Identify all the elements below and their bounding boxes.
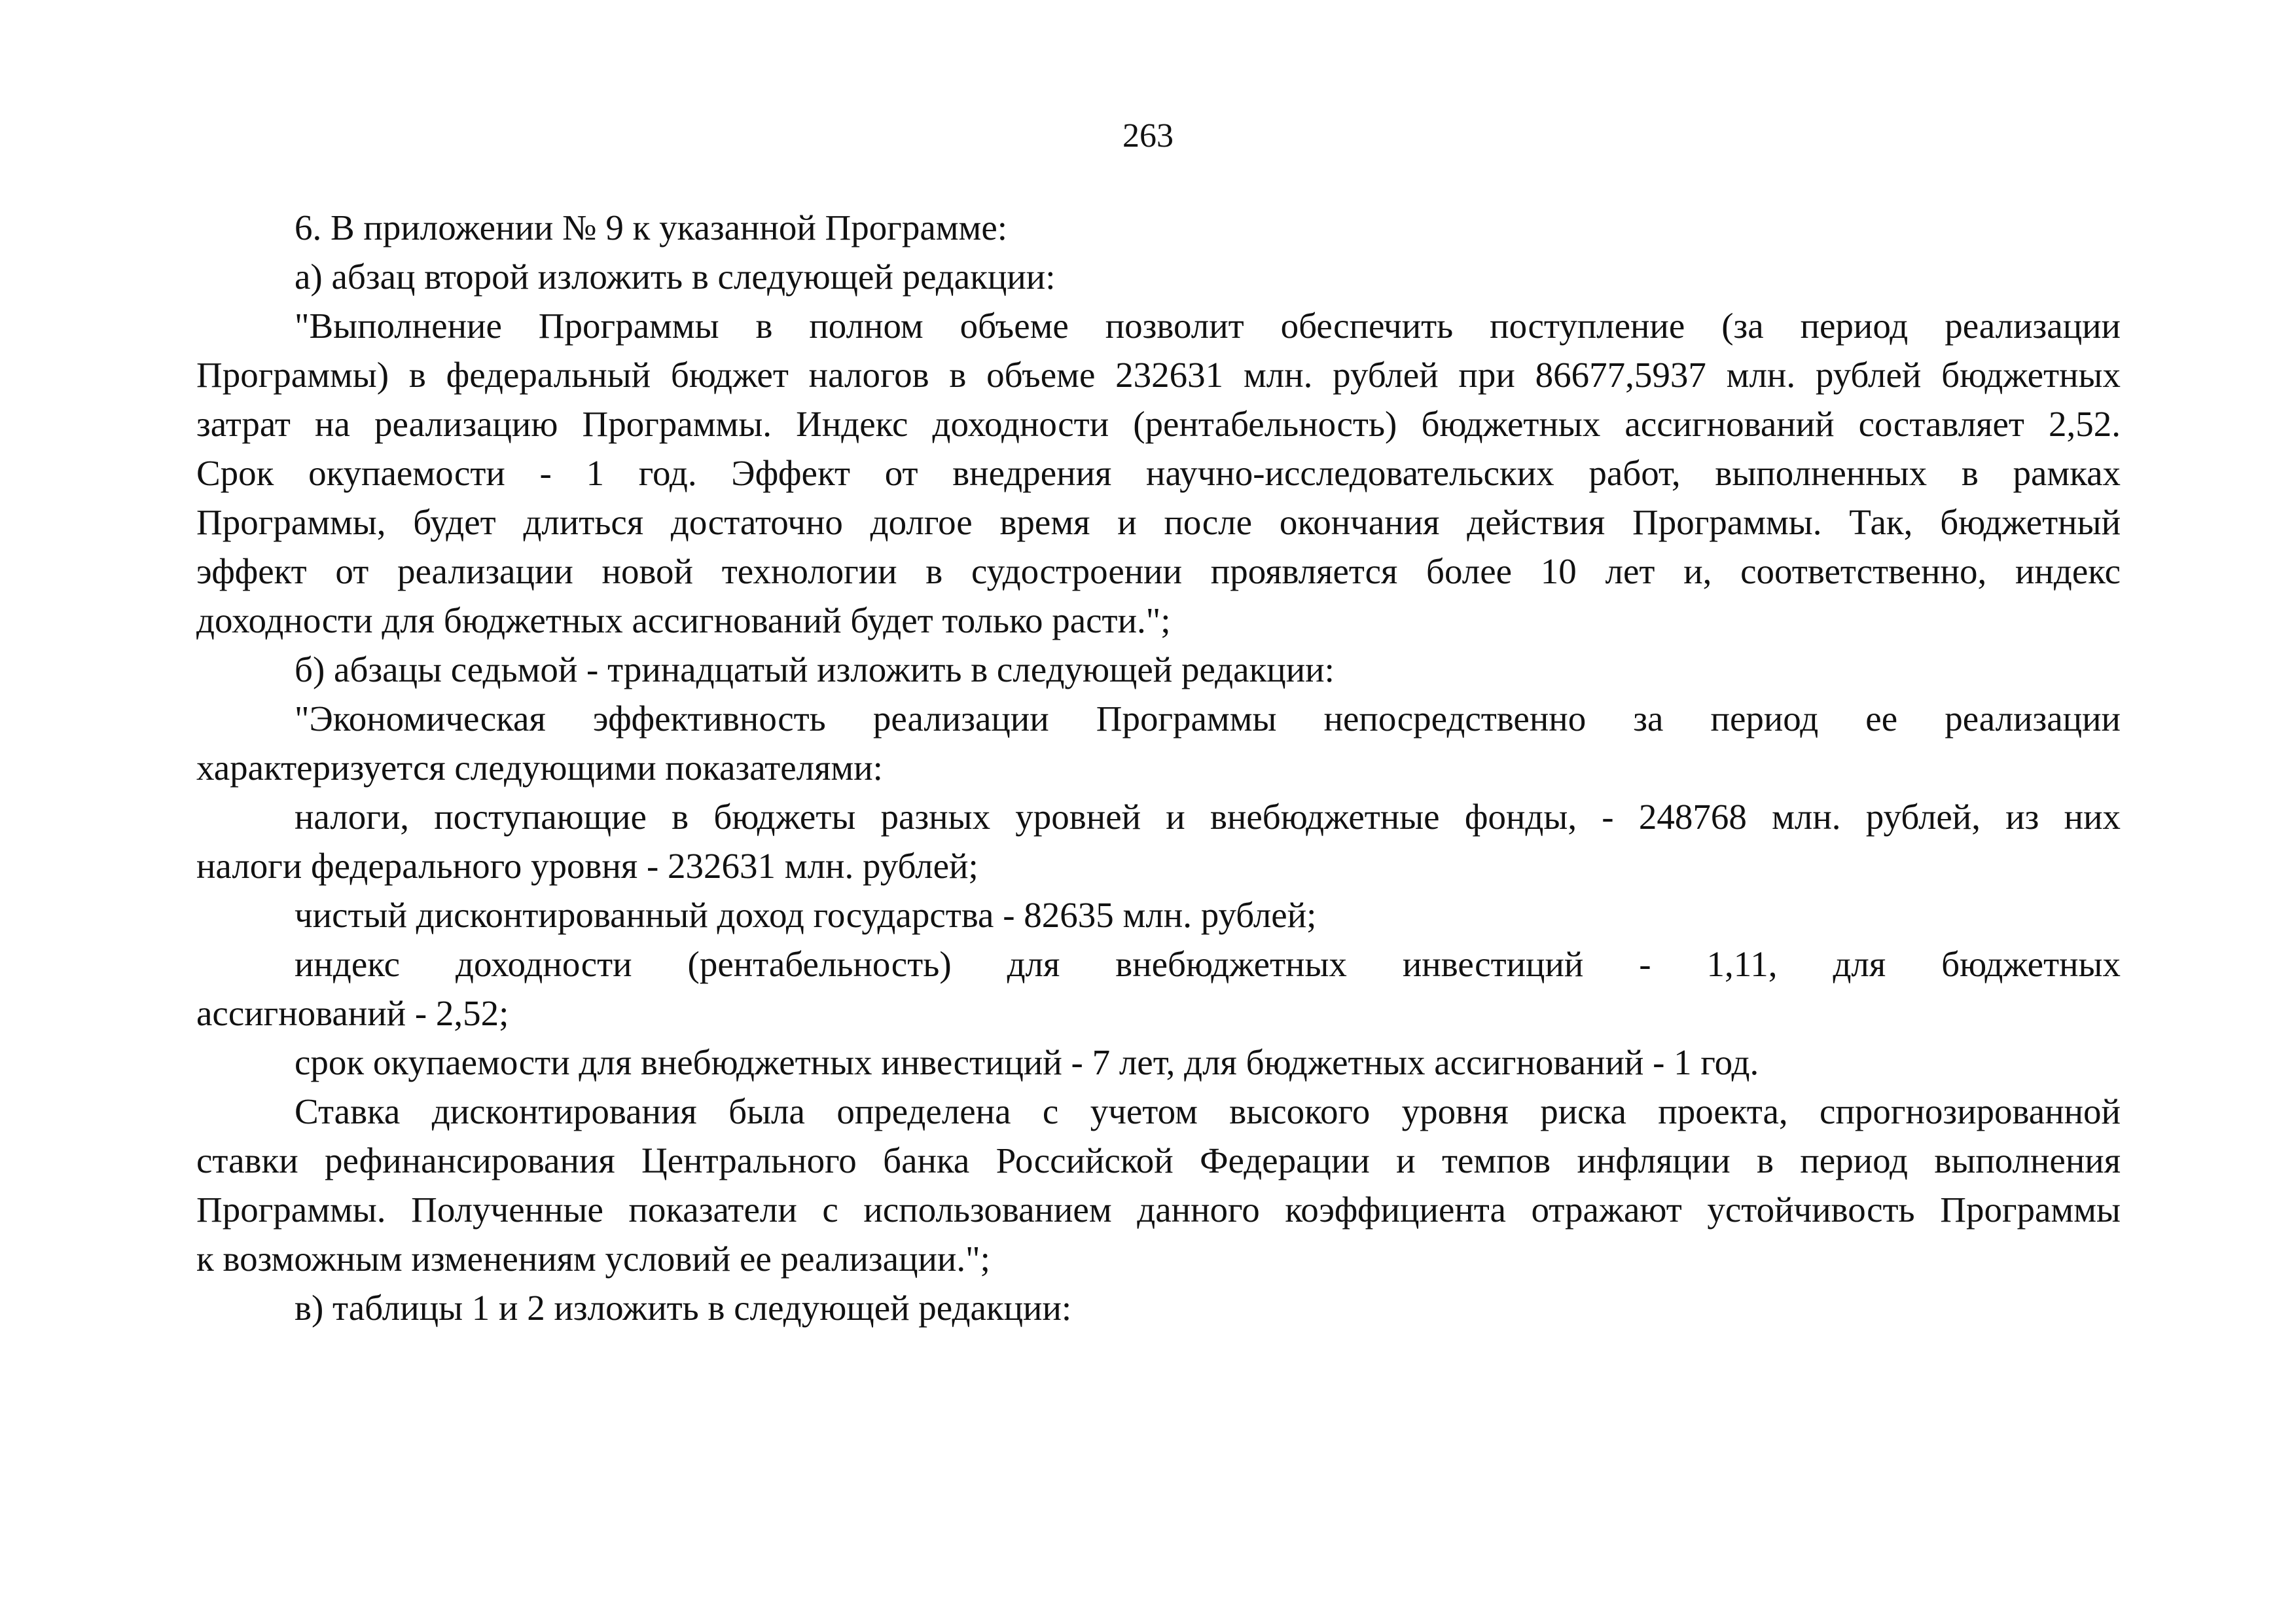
page-number: 263 — [1122, 117, 1174, 155]
text-line-22: к возможным изменениям условий ее реализации."; — [196, 1239, 990, 1279]
document-body — [196, 203, 2121, 1332]
text-line-13: налоги, поступающие в бюджеты разных уровней и внебюджетные фонды, - 248768 млн. рублей, из них — [295, 797, 2121, 837]
text-line-15: чистый дисконтированный доход государства - 82635 млн. рублей; — [295, 895, 1317, 935]
text-line-4: Программы) в федеральный бюджет налогов в объеме 232631 млн. рублей при 86677,5937 млн. рублей бюджетных — [196, 355, 2121, 395]
text-line-3: "Выполнение Программы в полном объеме позволит обеспечить поступление (за период реализации — [295, 306, 2121, 346]
text-line-2: а) абзац второй изложить в следующей редакции: — [295, 257, 1056, 297]
text-line-20: ставки рефинансирования Центрального банка Российской Федерации и темпов инфляции в период выполнения — [196, 1140, 2121, 1180]
text-line-16: индекс доходности (рентабельность) для внебюджетных инвестиций - 1,11, для бюджетных — [295, 944, 2121, 984]
text-line-17: ассигнований - 2,52; — [196, 993, 509, 1033]
text-line-7: Программы, будет длиться достаточно долгое время и после окончания действия Программы. Так, бюджетный — [196, 502, 2121, 542]
text-line-23: в) таблицы 1 и 2 изложить в следующей редакции: — [295, 1288, 1072, 1328]
text-line-12: характеризуется следующими показателями: — [196, 748, 883, 788]
text-line-19: Ставка дисконтирования была определена с учетом высокого уровня риска проекта, спрогнозированной — [295, 1091, 2121, 1131]
text-line-14: налоги федерального уровня - 232631 млн. рублей; — [196, 846, 978, 886]
text-line-9: доходности для бюджетных ассигнований будет только расти."; — [196, 600, 1171, 640]
text-line-21: Программы. Полученные показатели с использованием данного коэффициента отражают устойчивость Программы — [196, 1190, 2121, 1230]
text-line-11: "Экономическая эффективность реализации Программы непосредственно за период ее реализации — [295, 699, 2121, 739]
text-line-6: Срок окупаемости - 1 год. Эффект от внедрения научно-исследовательских работ, выполненных в рамках — [196, 453, 2121, 493]
text-line-10: б) абзацы седьмой - тринадцатый изложить в следующей редакции: — [295, 649, 1335, 689]
text-line-1: 6. В приложении № 9 к указанной Программе: — [295, 208, 1008, 247]
text-line-8: эффект от реализации новой технологии в судостроении проявляется более 10 лет и, соответственно, индекс — [196, 551, 2121, 591]
text-line-18: срок окупаемости для внебюджетных инвестиций - 7 лет, для бюджетных ассигнований - 1 год. — [295, 1042, 1759, 1082]
text-line-5: затрат на реализацию Программы. Индекс доходности (рентабельность) бюджетных ассигнований составляет 2,52. — [196, 404, 2121, 444]
